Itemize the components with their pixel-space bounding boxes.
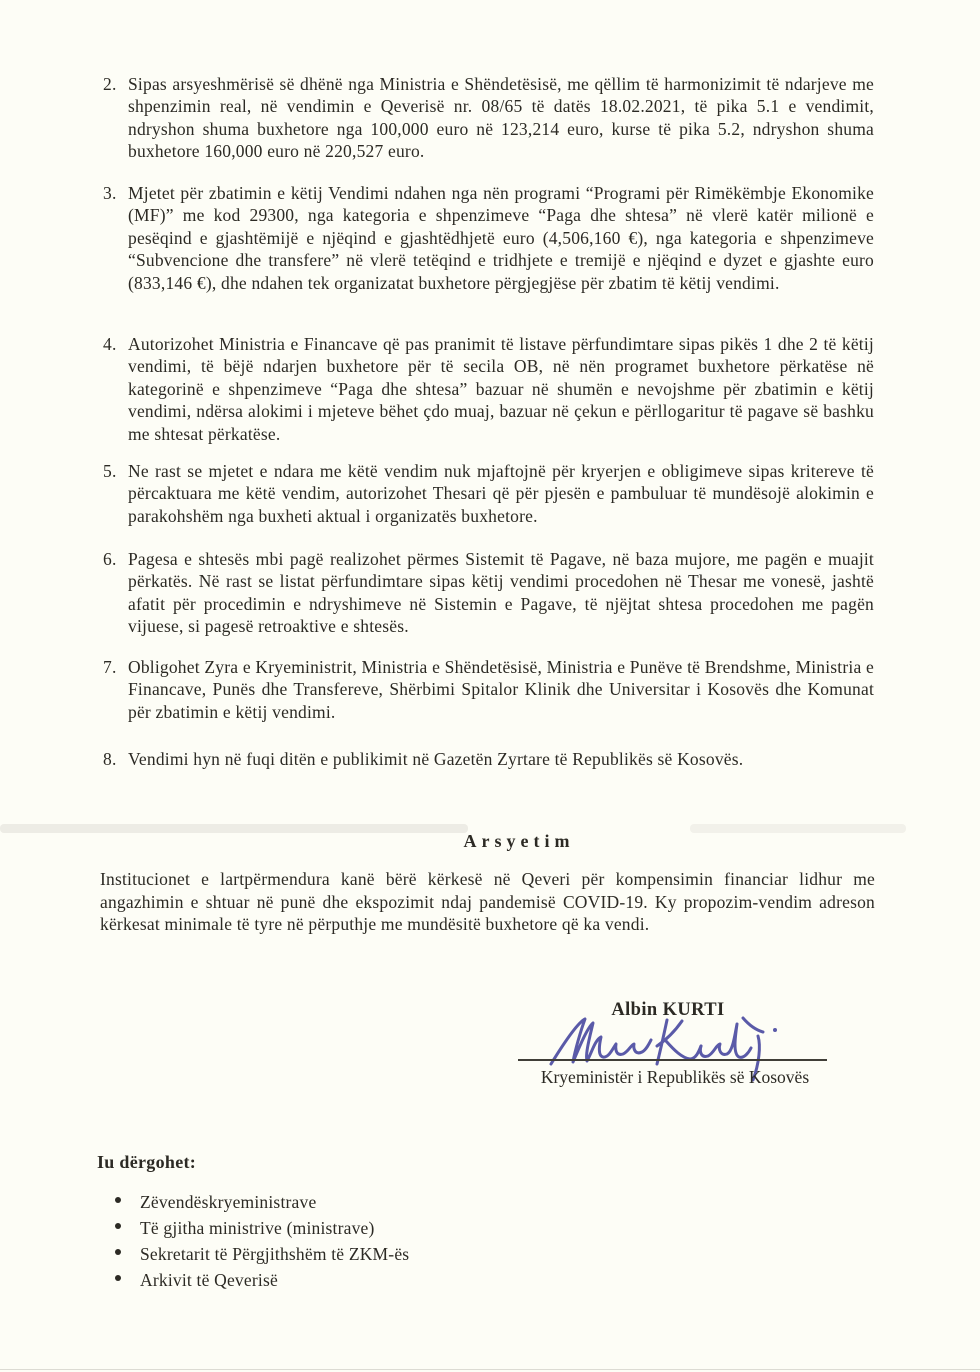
item-number: 7. (103, 657, 117, 677)
distribution-heading: Iu dërgohet: (97, 1152, 197, 1172)
distribution-item-label: Të gjitha ministrive (ministrave) (140, 1218, 375, 1238)
distribution-item (113, 1241, 409, 1267)
item-text: Vendimi hyn në fuqi ditën e publikimit në Gazetën Zyrtare të Republikës së Kosovës. (128, 749, 744, 769)
distribution-item-label: Zëvendëskryeministrave (140, 1192, 317, 1212)
item-text: Obligohet Zyra e Kryeministrit, Ministria e Shëndetësisë, Ministria e Punëve të Brendshme, Ministria e Financave, Punës dhe Transfereve, Shërbimi Spitalor Klinik dhe Universitar i Kosovës dhe Komunat për zbatimin e këtij vendimi. (128, 657, 874, 722)
item-number: 8. (103, 749, 117, 769)
page-bottom-edge-shadow (0, 1369, 980, 1370)
item-number: 6. (103, 549, 117, 569)
decision-item-4 (103, 333, 874, 445)
decision-item-8 (103, 748, 874, 770)
decision-item-6 (103, 548, 874, 638)
distribution-list (113, 1189, 409, 1293)
signature-line (518, 1059, 827, 1061)
justification-heading: Arsyetim (463, 831, 575, 851)
decision-item-7 (103, 656, 874, 723)
distribution-item (113, 1189, 409, 1215)
decision-item-5 (103, 460, 874, 527)
item-number: 4. (103, 334, 117, 354)
item-number: 5. (103, 461, 117, 481)
item-text: Mjetet për zbatimin e këtij Vendimi ndahen nga nën programi “Programi për Rimëkëmbje Ekonomike (MF)” me kod 29300, nga kategoria e shpenzimeve “Paga dhe shtesa” në vlerë katër milionë e pesëqind e gjashtëmijë e njëqind e gjashtëdhjetë euro (4,506,160 €), nga kategoria e shpenzimeve “Subvencione dhe transfere” në vlerë tetëqind e tridhjete e tremijë e njëqind e dyzet e gjashte euro (833,146 €), dhe ndahen tek organizatat buxhetore përgjegjëse për zbatim të këtij vendimi. (128, 183, 874, 293)
justification-paragraph: Institucionet e lartpërmendura kanë bërë kërkesë në Qeveri për kompensimin financiar lidhur me angazhimin e shtuar në punë dhe ekspozimit ndaj pandemisë COVID-19. Ky propozim-vendim adreson kërkesat minimale të tyre në përputhje me mundësitë buxhetore që ka vendi. (100, 869, 875, 935)
distribution-item (113, 1215, 409, 1241)
item-text: Ne rast se mjetet e ndara me këtë vendim nuk mjaftojnë për kryerjen e obligimeve sipas kritereve të përcaktuara me këtë vendim, autorizohet Thesari që për pjesën e pambuluar të mundësojë alokimin e parakohshëm nga buxheti aktual i organizatës buxhetore. (128, 461, 874, 526)
item-number: 2. (103, 74, 117, 94)
distribution-item-label: Arkivit të Qeverisë (140, 1270, 278, 1290)
distribution-item (113, 1267, 409, 1293)
signatory-name: Albin KURTI (611, 1000, 725, 1020)
decision-item-3 (103, 182, 874, 294)
item-text: Autorizohet Ministria e Financave që pas pranimit të listave përfundimtare sipas pikës 1 dhe 2 të këtij vendimi, të bëjë ndarjen buxhetore për të secila OB, në nën programet buxhetore përkatëse në kategorinë e shpenzimeve “Paga dhe shtesa” bazuar në shumën e nevojshme për zbatimin e këtij vendimi, ndërsa alokimi i mjeteve bëhet çdo muaj, bazuar në çekun e përllogaritur të pagave së bashku me shtesat përkatëse. (128, 334, 874, 444)
item-number: 3. (103, 183, 117, 203)
signatory-title: Kryeministër i Republikës së Kosovës (540, 1067, 810, 1087)
item-text: Pagesa e shtesës mbi pagë realizohet përmes Sistemit të Pagave, në baza mujore, me pagën e muajit përkatës. Në rast se listat përfundimtare sipas këtij vendimi procedohen në Thesar me vonesë, jashtë afatit për procedimin e ndryshimeve në Sistemin e Pagave, të njëjtat shtesa procedohen me pagën vijuese, si pagesë retroaktive e shtesës. (128, 549, 874, 637)
decision-item-2 (103, 73, 874, 163)
item-text: Sipas arsyeshmërisë së dhënë nga Ministria e Shëndetësisë, me qëllim të harmonizimit të ndarjeve me shpenzimin real, në vendimin e Qeverisë nr. 08/65 të datës 18.02.2021, të pika 5.1 e vendimit, ndryshon shuma buxhetore nga 100,000 euro në 123,214 euro, kurse të pika 5.2, ndryshon shuma buxhetore 160,000 euro në 220,527 euro. (128, 74, 874, 162)
distribution-item-label: Sekretarit të Përgjithshëm të ZKM-ës (140, 1244, 410, 1264)
